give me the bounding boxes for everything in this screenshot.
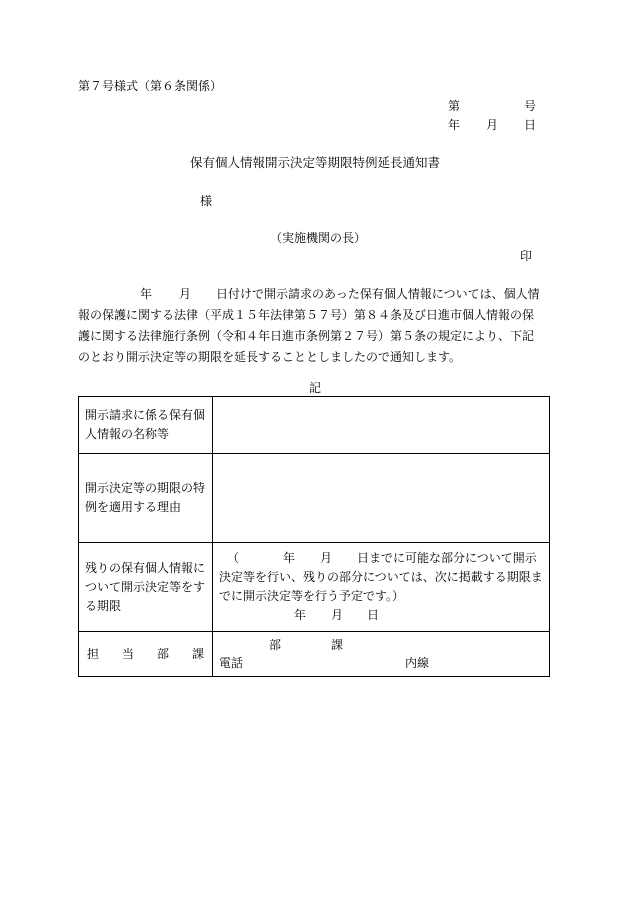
body-month: 月 <box>179 287 192 301</box>
phone-label: 電話 <box>219 656 244 670</box>
extension-label: 内線 <box>405 656 430 670</box>
responsible-dept-value: 部 課 電話 内線 <box>213 632 550 677</box>
requested-info-name-label: 開示請求に係る保有個 人情報の名称等 <box>79 397 213 454</box>
remaining-deadline-label: 残りの保有個人情報に ついて開示決定等をす る期限 <box>79 543 213 632</box>
ki-heading: 記 <box>308 381 321 395</box>
body-line-3: 護に関する法律施行条例（令和４年日進市条例第２７号）第５条の規定により、下記 <box>78 329 535 343</box>
body-line-4: のとおり開示決定等の期限を延長することとしましたので通知します。 <box>78 350 462 364</box>
form-number: 第７号様式（第６条関係） <box>78 79 223 93</box>
date-month: 月 <box>486 118 499 132</box>
seal-mark: 印 <box>520 249 533 263</box>
table-row <box>79 632 550 677</box>
body-line-2: 報の保護に関する法律（平成１５年法律第５７号）第８４条及び日進市個人情報の保 <box>78 308 535 322</box>
issuer: （実施機関の長） <box>270 231 367 245</box>
body-line1-rest: 日付けで開示請求のあった保有個人情報については、個人情 <box>216 287 540 301</box>
number-prefix: 第 <box>448 99 461 113</box>
table-row <box>79 543 550 632</box>
body-line-1 <box>78 284 550 305</box>
responsible-dept-label: 担 当 部 課 <box>79 632 213 677</box>
notice-body <box>78 284 550 368</box>
addressee: 様 <box>200 194 213 208</box>
body-year: 年 <box>140 287 153 301</box>
record-table <box>78 396 550 677</box>
remaining-deadline-value: （ 年 月 日までに可能な部分について開示 決定等を行い、残りの部分については、次に掲載する期限ま でに開示決定等を行う予定です。） 年 月 日 <box>213 543 550 632</box>
number-suffix: 号 <box>524 99 537 113</box>
requested-info-name-value <box>213 397 550 454</box>
date-day: 日 <box>524 118 537 132</box>
date-year: 年 <box>448 118 461 132</box>
extension-reason-value <box>213 454 550 543</box>
table-row <box>79 397 550 454</box>
document-title: 保有個人情報開示決定等期限特例延長通知書 <box>189 155 440 170</box>
table-row <box>79 454 550 543</box>
extension-reason-label: 開示決定等の期限の特 例を適用する理由 <box>79 454 213 543</box>
